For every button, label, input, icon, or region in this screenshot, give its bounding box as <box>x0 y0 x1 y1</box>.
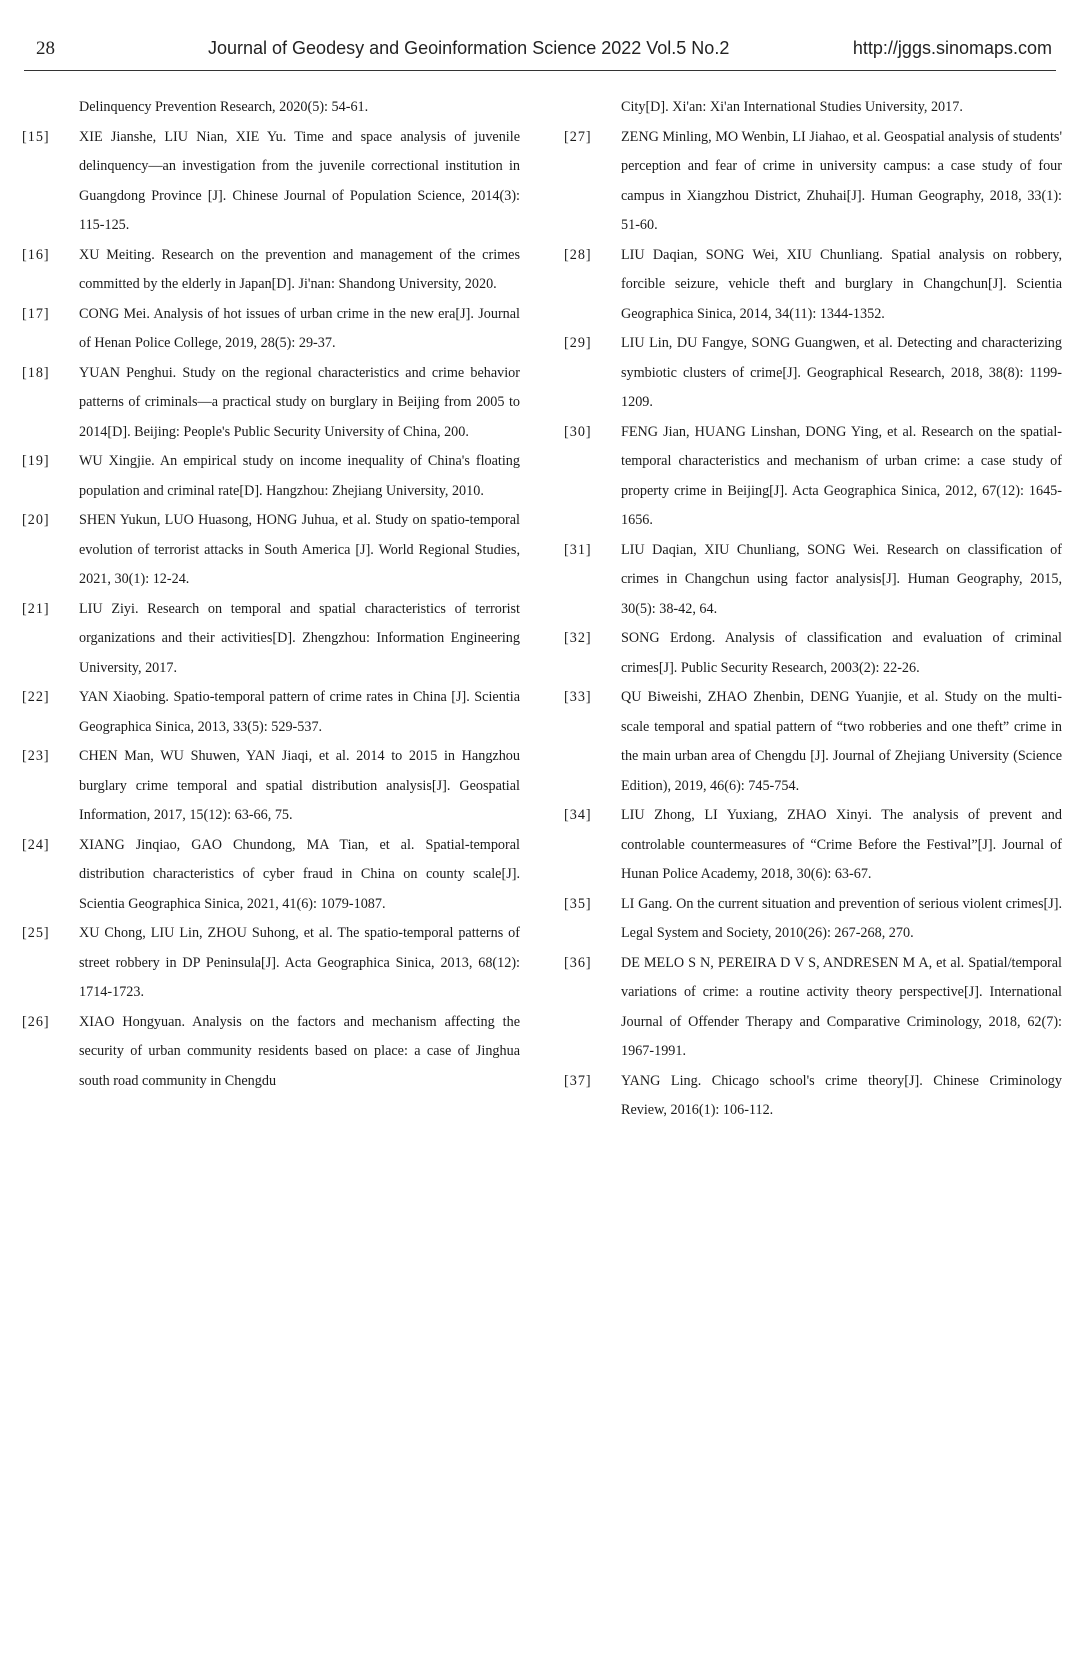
reference-17 <box>22 300 520 359</box>
page-header <box>24 32 1056 72</box>
reference-text: SHEN Yukun, LUO Huasong, HONG Juhua, et al. Study on spatio-temporal evolution of terrorist attacks in South America [J]. World Regional Studies, 2021, 30(1): 12-24. <box>79 512 520 587</box>
reference-text: QU Biweishi, ZHAO Zhenbin, DENG Yuanjie, et al. Study on the multi-scale temporal and spatial pattern of “two robberies and one theft” crime in the main urban area of Chengdu [J]. Journal of Zhejiang University (Science Edition), 2019, 46(6): 745-754. <box>621 689 1062 794</box>
reference-text: YAN Xiaobing. Spatio-temporal pattern of crime rates in China [J]. Scientia Geographica Sinica, 2013, 33(5): 529-537. <box>79 689 520 735</box>
reference-text: XU Chong, LIU Lin, ZHOU Suhong, et al. The spatio-temporal patterns of street robbery in DP Peninsula[J]. Acta Geographica Sinica, 2013, 68(12): 1714-1723. <box>79 925 520 1000</box>
reference-24 <box>22 831 520 920</box>
reference-text: LIU Daqian, XIU Chunliang, SONG Wei. Research on classification of crimes in Changchun using factor analysis[J]. Human Geography, 2015, 30(5): 38-42, 64. <box>621 541 1062 617</box>
reference-text: LIU Ziyi. Research on temporal and spatial characteristics of terrorist organizations and their activities[D]. Zhengzhou: Information Engineering University, 2017. <box>79 600 520 676</box>
reference-number: [33] <box>564 689 592 705</box>
reference-number: [18] <box>22 364 50 381</box>
reference-34 <box>564 801 1062 890</box>
reference-text: DE MELO S N, PEREIRA D V S, ANDRESEN M A, et al. Spatial/temporal variations of crime: a routine activity theory perspective[J]. International Journal of Offender Therapy and Comparative Criminology, 2018, 62(7): 1967-1991. <box>621 954 1062 1059</box>
reference-text: LIU Zhong, LI Yuxiang, ZHAO Xinyi. The analysis of prevent and controlable countermeasures of “Crime Before the Festival”[J]. Journal of Hunan Police Academy, 2018, 30(6): 63-67. <box>621 807 1062 882</box>
reference-number: [34] <box>564 807 592 823</box>
reference-28 <box>564 241 1062 330</box>
reference-continuation: Delinquency Prevention Research, 2020(5): 54-61. <box>79 99 369 115</box>
reference-37 <box>564 1067 1062 1126</box>
reference-text: XIAO Hongyuan. Analysis on the factors and mechanism affecting the security of urban community residents based on place: a case of Jinghua south road community in Chengdu <box>79 1013 520 1089</box>
reference-text: ZENG Minling, MO Wenbin, LI Jiahao, et al. Geospatial analysis of students' perception and fear of crime in university campus: a case study of four campus in Xiangzhou District, Zhuhai[J]. Human Geography, 2018, 33(1): 51-60. <box>621 128 1062 233</box>
reference-text: XIANG Jinqiao, GAO Chundong, MA Tian, et al. Spatial-temporal distribution characteristics of cyber fraud in China on county scale[J]. Scientia Geographica Sinica, 2021, 41(6): 1079-1087. <box>79 836 520 912</box>
reference-27 <box>564 123 1062 241</box>
reference-23 <box>22 742 520 831</box>
header-divider <box>24 70 1056 71</box>
reference-19 <box>22 447 520 506</box>
reference-number: [27] <box>564 128 592 145</box>
reference-text: YUAN Penghui. Study on the regional characteristics and crime behavior patterns of criminals—a practical study on burglary in Beijing from 2005 to 2014[D]. Beijing: People's Public Security University of China, 200. <box>79 364 520 440</box>
reference-continuation: City[D]. Xi'an: Xi'an International Studies University, 2017. <box>621 99 963 115</box>
reference-number: [36] <box>564 954 592 971</box>
reference-21 <box>22 595 520 684</box>
reference-number: [16] <box>22 246 50 263</box>
reference-text: SONG Erdong. Analysis of classification and evaluation of criminal crimes[J]. Public Security Research, 2003(2): 22-26. <box>621 630 1062 676</box>
reference-31 <box>564 536 1062 625</box>
reference-text: FENG Jian, HUANG Linshan, DONG Ying, et al. Research on the spatial-temporal characteristics and mechanism of urban crime: a case study of property crime in Beijing[J]. Acta Geographica Sinica, 2012, 67(12): 1645-1656. <box>621 423 1062 528</box>
reference-number: [20] <box>22 512 50 528</box>
reference-number: [17] <box>22 305 50 322</box>
reference-text: WU Xingjie. An empirical study on income inequality of China's floating population and criminal rate[D]. Hangzhou: Zhejiang University, 2010. <box>79 453 520 499</box>
reference-number: [25] <box>22 925 50 941</box>
reference-29 <box>564 329 1062 418</box>
reference-32 <box>564 624 1062 683</box>
reference-26 <box>22 1008 520 1097</box>
reference-number: [15] <box>22 128 50 145</box>
reference-number: [29] <box>564 335 592 351</box>
reference-25 <box>22 919 520 1008</box>
left-column <box>22 93 520 1096</box>
reference-15 <box>22 123 520 241</box>
journal-title: Journal of Geodesy and Geoinformation Science 2022 Vol.5 No.2 <box>208 38 730 58</box>
reference-number: [24] <box>22 836 50 853</box>
reference-33 <box>564 683 1062 801</box>
reference-22 <box>22 683 520 742</box>
reference-text: XU Meiting. Research on the prevention and management of the crimes committed by the elderly in Japan[D]. Ji'nan: Shandong University, 2020. <box>79 246 520 292</box>
reference-text: CHEN Man, WU Shuwen, YAN Jiaqi, et al. 2014 to 2015 in Hangzhou burglary crime temporal and spatial distribution analysis[J]. Geospatial Information, 2017, 15(12): 63-66, 75. <box>79 748 520 823</box>
reference-35 <box>564 890 1062 949</box>
reference-number: [23] <box>22 748 50 764</box>
reference-number: [30] <box>564 423 592 440</box>
reference-number: [31] <box>564 541 592 558</box>
right-column <box>564 93 1062 1126</box>
reference-number: [21] <box>22 600 50 617</box>
page-number: 28 <box>36 38 55 59</box>
reference-text: LI Gang. On the current situation and prevention of serious violent crimes[J]. Legal System and Society, 2010(26): 267-268, 270. <box>621 895 1062 941</box>
reference-number: [32] <box>564 630 592 646</box>
reference-36 <box>564 949 1062 1067</box>
reference-text: LIU Daqian, SONG Wei, XIU Chunliang. Spatial analysis on robbery, forcible seizure, vehicle theft and burglary in Changchun[J]. Scientia Geographica Sinica, 2014, 34(11): 1344-1352. <box>621 246 1062 322</box>
reference-16 <box>22 241 520 300</box>
reference-number: [19] <box>22 453 50 469</box>
reference-number: [37] <box>564 1072 592 1089</box>
reference-number: [28] <box>564 246 592 263</box>
reference-20 <box>22 506 520 595</box>
reference-number: [22] <box>22 689 50 705</box>
reference-number: [26] <box>22 1013 50 1030</box>
reference-text: CONG Mei. Analysis of hot issues of urban crime in the new era[J]. Journal of Henan Police College, 2019, 28(5): 29-37. <box>79 305 520 351</box>
reference-text: LIU Lin, DU Fangye, SONG Guangwen, et al. Detecting and characterizing symbiotic clusters of crime[J]. Geographical Research, 2018, 38(8): 1199-1209. <box>621 335 1062 410</box>
reference-18 <box>22 359 520 448</box>
reference-text: YANG Ling. Chicago school's crime theory[J]. Chinese Criminology Review, 2016(1): 106-112. <box>621 1072 1062 1118</box>
reference-text: XIE Jianshe, LIU Nian, XIE Yu. Time and space analysis of juvenile delinquency—an investigation from the juvenile correctional institution in Guangdong Province [J]. Chinese Journal of Population Science, 2014(3): 115-125. <box>79 128 520 233</box>
reference-30 <box>564 418 1062 536</box>
reference-number: [35] <box>564 895 592 912</box>
journal-url[interactable]: http://jggs.sinomaps.com <box>852 38 1052 58</box>
